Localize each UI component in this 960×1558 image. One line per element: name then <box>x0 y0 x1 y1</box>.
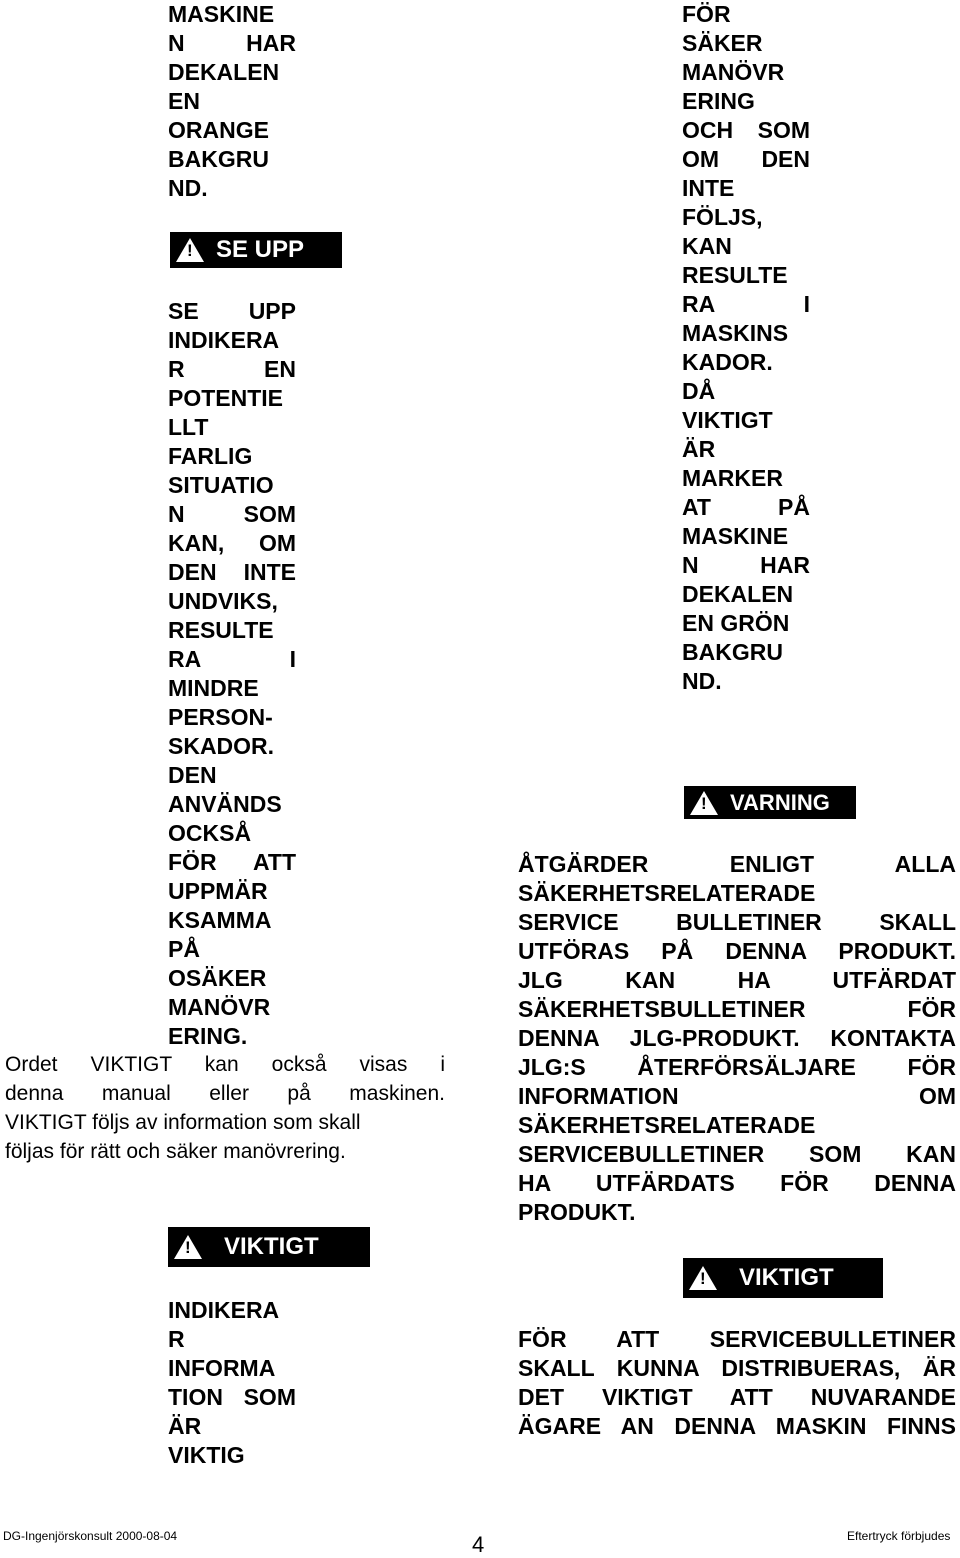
text-line: SERVICEBULLETINER SOM KAN <box>518 1141 956 1167</box>
text-line: SITUATIO <box>168 472 274 498</box>
text-line: EN <box>168 88 200 114</box>
text-line: ORANGE <box>168 117 269 143</box>
text-line: FARLIG <box>168 443 253 469</box>
text-line: SKALL KUNNA DISTRIBUERAS, ÄR <box>518 1355 956 1381</box>
text-line: PERSON- <box>168 704 273 730</box>
text-line: FÖR <box>682 1 731 27</box>
text-line: DENNA JLG-PRODUKT. KONTAKTA <box>518 1025 956 1051</box>
text-line: INTE <box>682 175 735 201</box>
text-line: Ordet VIKTIGT kan också visas i <box>5 1053 445 1076</box>
col-a-top-text <box>168 0 296 203</box>
se-upp-label <box>170 232 342 268</box>
text-line: MINDRE <box>168 675 259 701</box>
text-line: SERVICE BULLETINER SKALL <box>518 909 956 935</box>
text-line: OM DEN <box>682 146 810 172</box>
text-line: N HAR <box>682 552 810 578</box>
text-line: INDIKERA <box>168 327 280 353</box>
text-line: KSAMMA <box>168 907 272 933</box>
text-line: OCH SOM <box>682 117 810 143</box>
text-line: INFORMA <box>168 1355 276 1381</box>
text-line: FÖLJS, <box>682 204 763 230</box>
text-line: DEKALEN <box>168 59 280 85</box>
text-line: LLT <box>168 414 209 440</box>
col-a-viktigt-text <box>168 1296 296 1470</box>
text-line: FÖR ATT SERVICEBULLETINER <box>518 1326 956 1352</box>
text-line: DEN <box>168 762 217 788</box>
text-line: RESULTE <box>682 262 788 288</box>
text-line: PRODUKT. <box>518 1199 636 1225</box>
text-line: INDIKERA <box>168 1297 280 1323</box>
text-line: RA I <box>682 291 810 317</box>
text-line: MASKINE <box>168 1 275 27</box>
text-line: DEN INTE <box>168 559 296 585</box>
text-line: HA UTFÄRDATS FÖR DENNA <box>518 1170 956 1196</box>
text-line: ND. <box>168 175 208 201</box>
service-paragraph <box>518 1325 956 1441</box>
text-line: PÅ <box>168 936 200 962</box>
text-line: SÄKERHETSRELATERADE <box>518 880 816 906</box>
text-line: denna manual eller på maskinen. <box>5 1082 445 1105</box>
warning-triangle-icon <box>690 791 718 815</box>
text-line: SÄKERHETSRELATERADE <box>518 1112 816 1138</box>
text-line: SÄKER <box>682 30 763 56</box>
text-line: UTFÖRAS PÅ DENNA PRODUKT. <box>518 938 956 964</box>
text-line: KADOR. <box>682 349 773 375</box>
varning-label-text: VARNING <box>730 789 830 815</box>
page-number: 4 <box>472 1532 485 1557</box>
text-line: EN GRÖN <box>682 610 790 636</box>
text-line: INFORMATION OM <box>518 1083 956 1109</box>
text-line: KAN, OM <box>168 530 296 556</box>
text-line: SÄKERHETSBULLETINER FÖR <box>518 996 956 1022</box>
text-line: FÖR ATT <box>168 849 296 875</box>
text-line: VIKTIGT följs av information som skall <box>5 1111 361 1134</box>
text-line: MANÖVR <box>168 994 271 1020</box>
text-line: ÄR <box>168 1413 202 1439</box>
text-line: VIKTIGT <box>682 407 773 433</box>
viktigt-label-right <box>683 1258 883 1298</box>
col-c-text <box>682 0 810 696</box>
ordet-paragraph <box>5 1050 445 1166</box>
text-line: OCKSÅ <box>168 820 252 846</box>
text-line: SE UPP <box>168 298 296 324</box>
text-line: DEKALEN <box>682 581 794 607</box>
varning-label <box>684 786 856 819</box>
text-line: MASKINS <box>682 320 789 346</box>
text-line: följas för rätt och säker manövrering. <box>5 1140 346 1163</box>
text-line: JLG:S ÅTERFÖRSÄLJARE FÖR <box>518 1054 956 1080</box>
text-line: ERING. <box>168 1023 248 1049</box>
text-line: N HAR <box>168 30 296 56</box>
viktigt-label-right-text: VIKTIGT <box>739 1264 834 1291</box>
text-line: OSÄKER <box>168 965 267 991</box>
text-line: RESULTE <box>168 617 274 643</box>
text-line: VIKTIG <box>168 1442 245 1468</box>
text-line: ERING <box>682 88 755 114</box>
text-line: KAN <box>682 233 732 259</box>
text-line: TION SOM <box>168 1384 296 1410</box>
text-line: ÄGARE AN DENNA MASKIN FINNS <box>518 1413 956 1439</box>
text-line: ÅTGÄRDER ENLIGT ALLA <box>518 851 956 877</box>
text-line: MARKER <box>682 465 783 491</box>
warning-triangle-icon <box>176 238 204 262</box>
se-upp-label-text: SE UPP <box>216 236 305 263</box>
text-line: SKADOR. <box>168 733 275 759</box>
warning-triangle-icon <box>174 1235 202 1259</box>
text-line: R EN <box>168 356 296 382</box>
text-line: MASKINE <box>682 523 789 549</box>
text-line: UNDVIKS, <box>168 588 278 614</box>
warning-triangle-icon <box>689 1266 717 1290</box>
text-line: N SOM <box>168 501 296 527</box>
viktigt-label-left-text: VIKTIGT <box>224 1233 319 1260</box>
text-line: ÄR <box>682 436 716 462</box>
text-line: AT PÅ <box>682 494 810 520</box>
text-line: ANVÄNDS <box>168 791 282 817</box>
text-line: BAKGRU <box>168 146 269 172</box>
text-line: POTENTIE <box>168 385 284 411</box>
text-line: ND. <box>682 668 722 694</box>
text-line: BAKGRU <box>682 639 783 665</box>
atgarder-paragraph <box>518 850 956 1227</box>
text-line: R <box>168 1326 185 1352</box>
text-line: JLG KAN HA UTFÄRDAT <box>518 967 956 993</box>
text-line: UPPMÄR <box>168 878 268 904</box>
text-line: DÅ <box>682 378 716 404</box>
col-a-seupp-text <box>168 297 296 1051</box>
text-line: MANÖVR <box>682 59 785 85</box>
viktigt-label-left <box>168 1227 370 1267</box>
footer-right: Eftertryck förbjudes <box>847 1529 951 1543</box>
footer-left: DG-Ingenjörskonsult 2000-08-04 <box>3 1529 178 1543</box>
text-line: RA I <box>168 646 296 672</box>
text-line: DET VIKTIGT ATT NUVARANDE <box>518 1384 956 1410</box>
